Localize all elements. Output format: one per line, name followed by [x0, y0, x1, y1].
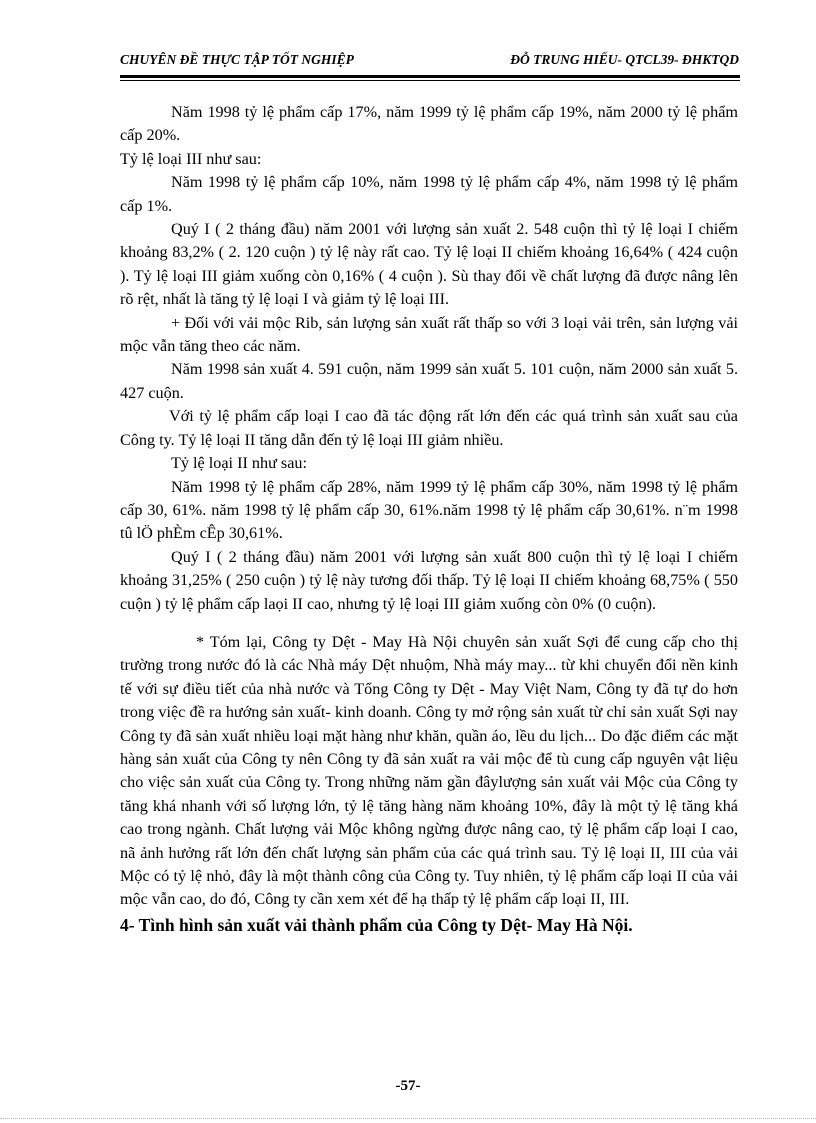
conclusion-paragraph: * Tóm lại, Công ty Dệt - May Hà Nội chuyên sản xuất Sợi để cung cấp cho thị trường trong nước đó là các Nhà máy Dệt nhuộm, Nhà máy may... từ khi chuyển đổi nền kinh tế với sự điều tiết của nhà nước và Tổng Công ty Dệt - May Việt Nam, Công ty đã tự do hơn trong việc đề ra hướng sản xuất- kinh doanh. Công ty mở rộng sản xuất từ chỉ sản xuất Sợi nay Công ty đã sản xuất nhiều loại mặt hàng như khăn, quần áo, lều du lịch... Do đặc điểm các mặt hàng sản xuất của Công ty nên Công ty đã sản xuất ra vải mộc để tù cung cấp nguyên vật liệu cho việc sản xuất của Công ty. Trong những năm gần đâylượng sản xuất vải Mộc của Công ty tăng khá nhanh với số lượng lớn, tỷ lệ tăng hàng năm khoảng 10%, đây là một tỷ lệ tăng khá cao trong ngành. Chất lượng vải Mộc không ngừng được nâng cao, tỷ lệ phẩm cấp loại I cao, nã ảnh hưởng rất lớn đến chất lượng sản phẩm của các quá trình sau. Tỷ lệ loại II, III của vải Mộc có tỷ lệ nhỏ, đây là một thành công của Công ty. Tuy nhiên, tỷ lệ phẩm cấp loại II của vải mộc vẫn cao, do đó, Công ty cần xem xét để hạ thấp tỷ lệ phẩm cấp loại II, III. — [120, 632, 738, 909]
page-header — [120, 52, 739, 72]
header-left-title: CHUYÊN ĐỀ THỰC TẬP TỐT NGHIỆP — [120, 52, 354, 67]
header-rule-thin — [120, 80, 740, 81]
paragraph-6: Năm 1998 sản xuất 4. 591 cuộn, năm 1999 sản xuất 5. 101 cuộn, năm 2000 sản xuất 5. 427 cuộn. — [120, 360, 738, 402]
page-number: -57- — [395, 1078, 421, 1094]
document-body — [120, 101, 738, 937]
paragraph-9: Năm 1998 tỷ lệ phẩm cấp 28%, năm 1999 tỷ lệ phẩm cấp 30%, năm 1998 tỷ lệ phẩm cấp 30, 61%. năm 1998 tỷ lệ phẩm cấp 30, 61%.năm 1998 tỷ lệ phẩm cấp 30,61%. n¨m 1998 tû lÖ phÈm cÊp 30,61%. — [120, 477, 738, 543]
header-right-author: ĐỖ TRUNG HIẾU- QTCL39- ĐHKTQD — [510, 52, 739, 67]
paragraph-8: Tỷ lệ loại II như sau: — [171, 454, 307, 473]
paragraph-4: Quý I ( 2 tháng đầu) năm 2001 với lượng sản xuất 2. 548 cuộn thì tỷ lệ loại I chiếm khoảng 83,2% ( 2. 120 cuộn ) tỷ lệ này rất cao. Tỷ lệ loại II chiếm khoảng 16,64% ( 424 cuộn ). Tỷ lệ loại III giảm xuống còn 0,16% ( 4 cuộn ). Sù thay đổi về chất lượng đã được nâng lên rõ rệt, nhất là tăng tỷ lệ loại I và giảm tỷ lệ loại III. — [120, 220, 738, 309]
paragraph-10: Quý I ( 2 tháng đầu) năm 2001 với lượng sản xuất 800 cuộn thì tỷ lệ loại I chiếm khoảng 31,25% ( 250 cuộn ) tỷ lệ này tương đối thấp. Tỷ lệ loại II chiếm khoảng 68,75% ( 550 cuộn ) tỷ lệ phẩm cấp laọi II cao, nhưng tỷ lệ loại III giảm xuống còn 0% (0 cuộn). — [120, 547, 738, 613]
paragraph-5: + Đối với vải mộc Rib, sản lượng sản xuất rất thấp so với 3 loại vải trên, sản lượng vải mộc vẫn tăng theo các năm. — [120, 313, 738, 356]
header-rule-thick — [120, 75, 740, 78]
paragraph-3: Năm 1998 tỷ lệ phẩm cấp 10%, năm 1998 tỷ lệ phẩm cấp 4%, năm 1998 tỷ lệ phẩm cấp 1%. — [120, 173, 738, 215]
page-bottom-border — [0, 1118, 816, 1119]
paragraph-7: Với tỷ lệ phẩm cấp loại I cao đã tác động rất lớn đến các quá trình sản xuất sau của Công ty. Tỷ lệ loại II tăng dẫn đến tỷ lệ loại III giảm nhiều. — [120, 407, 738, 449]
section-heading: 4- Tình hình sản xuất vải thành phẩm của Công ty Dệt- May Hà Nội. — [120, 914, 633, 935]
paragraph-2: Tỷ lệ loại III như sau: — [120, 149, 262, 168]
paragraph-1: Năm 1998 tỷ lệ phẩm cấp 17%, năm 1999 tỷ lệ phẩm cấp 19%, năm 2000 tỷ lệ phẩm cấp 20%. — [120, 103, 738, 145]
